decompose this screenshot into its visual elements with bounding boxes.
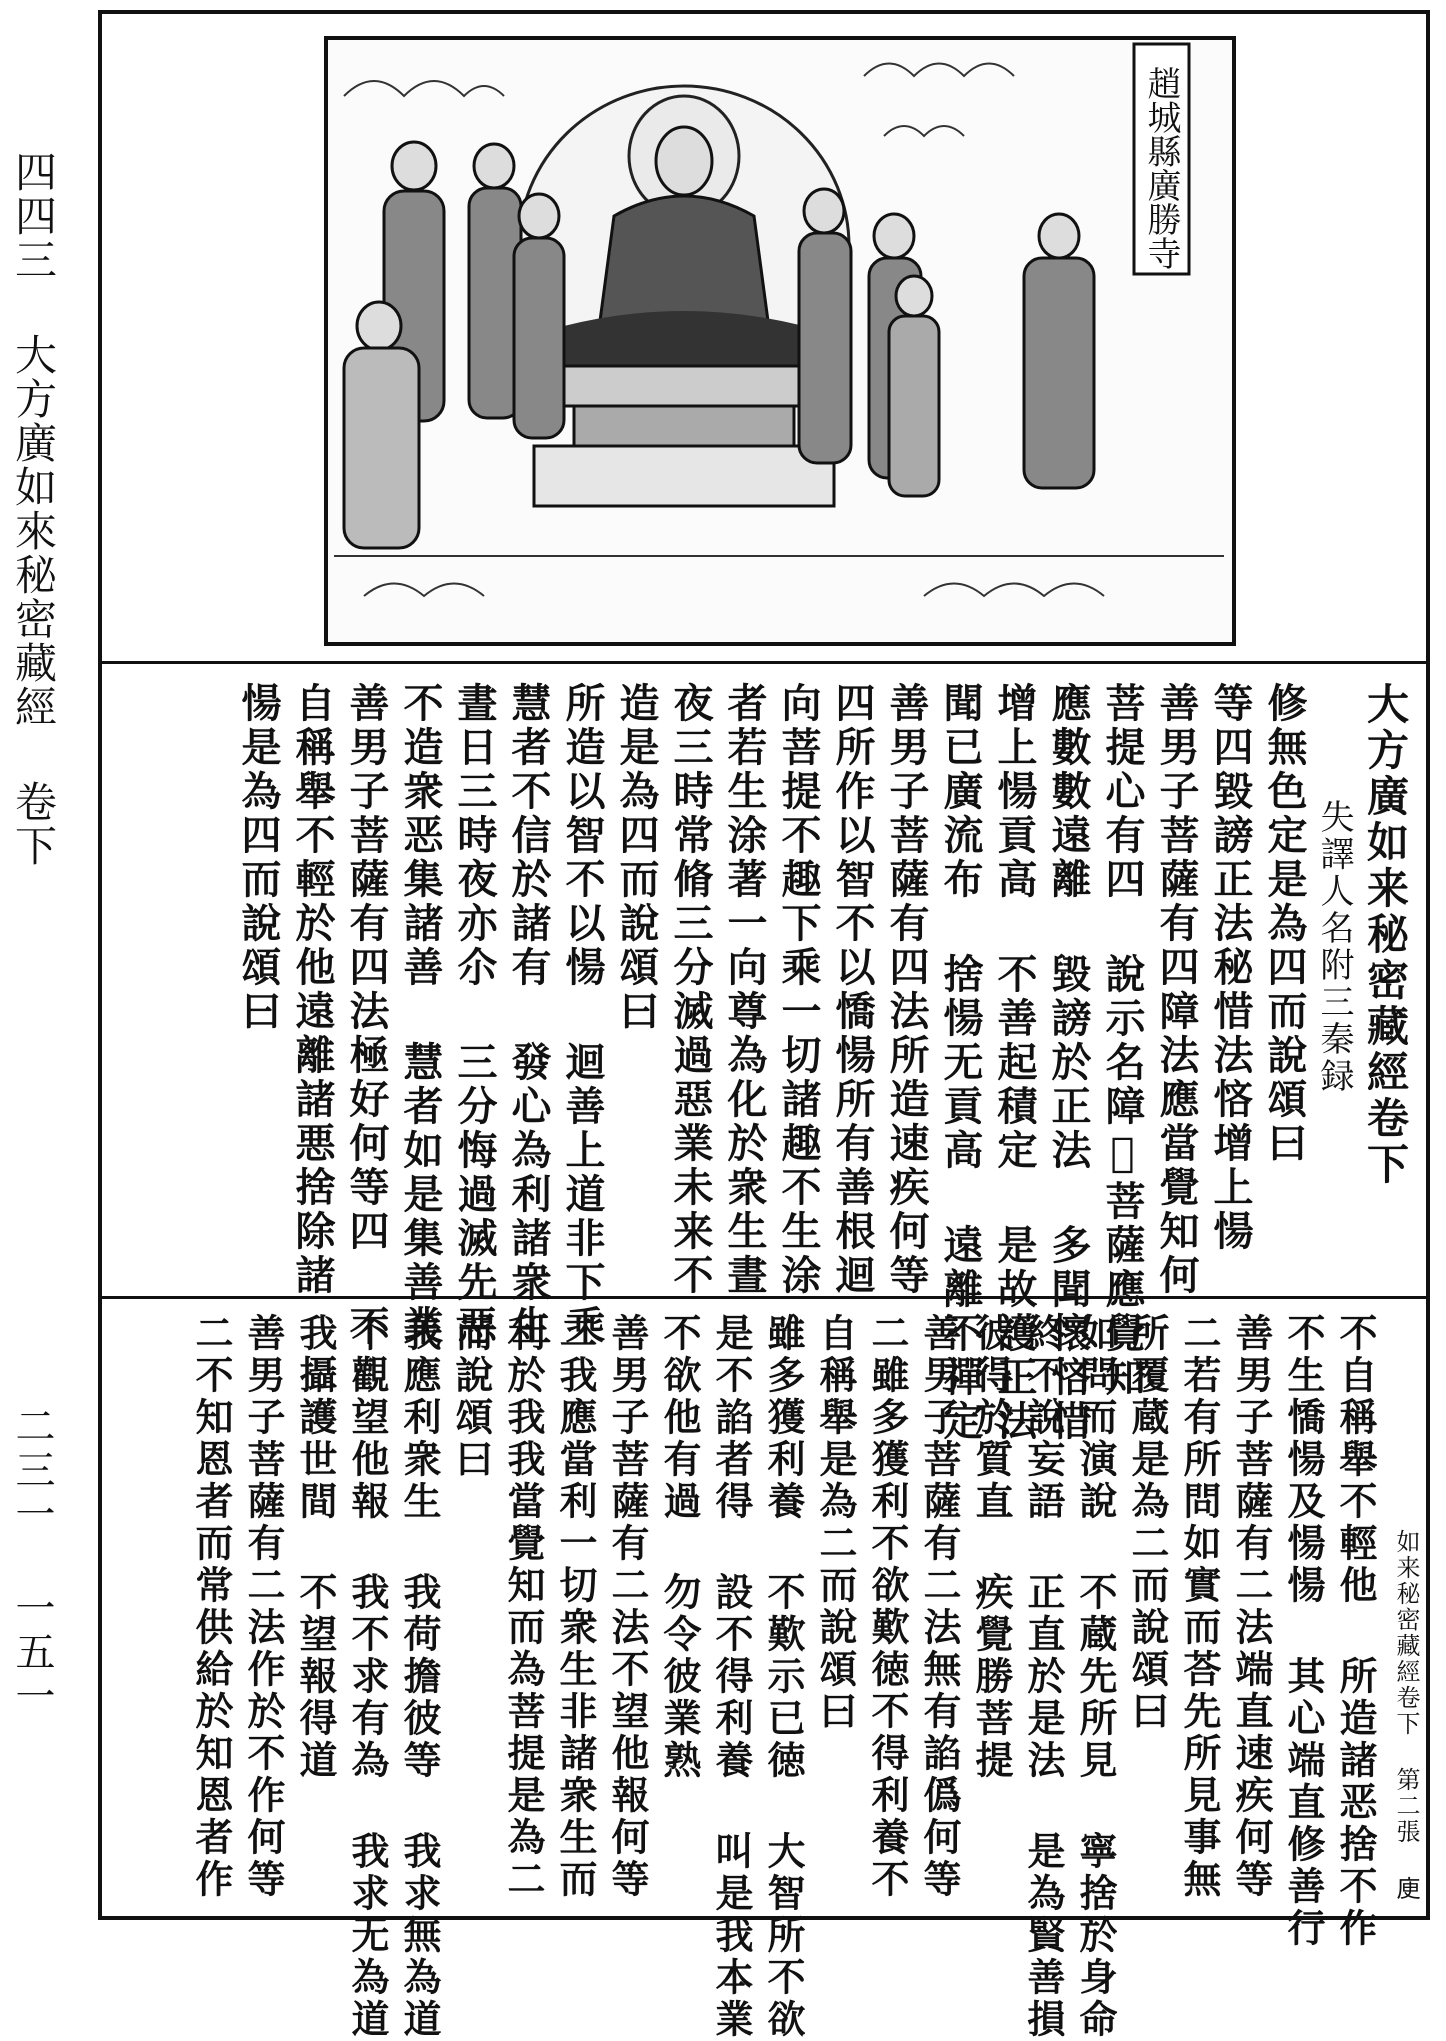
mid-col-14: 所造以智不以愓 迴善上道非下乘 bbox=[559, 682, 606, 1349]
bot-col-3: 善男子菩薩有二法端直速疾何等 bbox=[1229, 1313, 1274, 1901]
bot-col-7: 終不說妄語 正直於是法 是為賢善損 bbox=[1021, 1313, 1066, 2041]
mid-col-19: 自稱舉不輕於他遠離諸悪捨除諸 bbox=[289, 682, 336, 1298]
bot-col-15: 善男子菩薩有二法不望他報何等 bbox=[605, 1313, 650, 1901]
bot-col-16: 二我應當利一切衆生非諸衆生而 bbox=[553, 1313, 598, 1901]
illustration-panel bbox=[102, 14, 1426, 664]
mid-col-8: 善男子菩薩有四法所造速疾何等 bbox=[883, 682, 930, 1298]
mid-col-1: 修無色定是為四而說頌曰 bbox=[1261, 682, 1308, 1166]
page-frame bbox=[98, 10, 1430, 2041]
marginal-note: 如来秘密藏經卷下 第二張 𢈔 bbox=[1392, 1529, 1420, 1901]
mid-col-7: 聞已廣流布 捨愓无貢高 遠離不禪定 bbox=[937, 682, 984, 1444]
bot-col-1: 不自稱舉不輕他 所造諸恶捨不作 bbox=[1333, 1313, 1378, 1950]
bot-col-20: 不觀望他報 我不求有為 我求无為道 bbox=[345, 1313, 390, 2041]
bottom-text-panel bbox=[102, 1299, 1426, 2041]
bot-col-8: 彼得於質直 疾覺勝菩提 bbox=[969, 1313, 1014, 1782]
bot-col-22: 善男子菩薩有二法作於不作何等 bbox=[241, 1313, 286, 1901]
bot-col-6: 如問而演說 不蔵先所見 寧捨於身命 bbox=[1073, 1313, 1118, 2041]
bot-col-2: 不生憍愓及愓愓 其心端直修善行 bbox=[1281, 1313, 1326, 1950]
bot-col-10: 二雖多獲利不欲歎徳不得利養不 bbox=[865, 1313, 910, 1901]
mid-col-20: 愓是為四而說頌曰 bbox=[235, 682, 282, 1034]
mid-col-4: 菩提心有四 說示名障𡚖菩薩應覺知 bbox=[1099, 682, 1146, 1400]
bot-col-13: 是不諂者得 設不得利養 叫是我本業 bbox=[709, 1313, 754, 2041]
mid-col-5: 應數數遠離 毀謗於正法 多聞懷悋惜 bbox=[1045, 682, 1092, 1444]
mid-col-12: 夜三時常脩三分滅過惡業未来不 bbox=[667, 682, 714, 1298]
bot-col-4: 二若有所問如實而荅先所見事無 bbox=[1177, 1313, 1222, 1901]
mid-col-2: 等四毀謗正法秘惜法悋增上愓 bbox=[1207, 682, 1254, 1254]
mid-col-11: 者若生涂著一向尊為化於衆生晝 bbox=[721, 682, 768, 1298]
mid-col-18: 善男子菩薩有四法極好何等四 不 bbox=[343, 682, 390, 1349]
illustration-inscription: 趙城縣廣勝寺 bbox=[1141, 66, 1181, 270]
bot-col-14: 不欲他有過 勿令彼業熟 bbox=[657, 1313, 702, 1782]
translator-line: 失譯人名附三秦録 bbox=[1314, 799, 1354, 1095]
bot-col-12: 雖多獲利養 不歎示已徳 大智所不欲 bbox=[761, 1313, 806, 2041]
mid-col-6: 增上愓貢高 不善起積定 是故護正法 bbox=[991, 682, 1038, 1444]
margin-page-number: 二三一 一五一 bbox=[9, 1405, 55, 1719]
mid-col-9: 四所作以智不以憍愓所有善根迴 bbox=[829, 682, 876, 1298]
mid-col-3: 善男子菩薩有四障法應當覺知何 bbox=[1153, 682, 1200, 1298]
bot-col-18: 而說頌曰 bbox=[449, 1313, 494, 1481]
mid-col-13: 造是為四而說頌曰 bbox=[613, 682, 660, 1034]
bot-col-9: 善男子菩薩有二法無有諂僞何等 bbox=[917, 1313, 962, 1901]
bot-col-23: 二不知恩者而常供給於知恩者作 bbox=[189, 1313, 234, 1901]
bot-col-19: 我應利衆生 我荷擔彼等 我求無為道 bbox=[397, 1313, 442, 2041]
left-margin bbox=[0, 0, 70, 1938]
middle-text-panel bbox=[102, 664, 1426, 1444]
mid-col-16: 晝日三時夜亦尒 三分悔過滅先惡 bbox=[451, 682, 498, 1349]
mid-col-15: 慧者不信於諸有 發心為利諸衆生 bbox=[505, 682, 552, 1349]
buddha-preaching-woodcut-image bbox=[324, 36, 1236, 646]
bot-col-21: 我攝護世間 不望報得道 bbox=[293, 1313, 338, 1782]
sutra-title: 大方廣如来秘密藏經卷下 bbox=[1361, 682, 1410, 1188]
mid-col-10: 向菩提不趣下乘一切諸趣不生涂 bbox=[775, 682, 822, 1298]
bot-col-5: 所覆蔵是為二而說頌曰 bbox=[1125, 1313, 1170, 1733]
bot-col-17: 利於我我當覺知而為菩提是為二 bbox=[501, 1313, 546, 1901]
margin-title: 四四三 大方廣如來秘密藏經 卷下 bbox=[9, 150, 58, 868]
bot-col-11: 自稱舉是為二而說頌曰 bbox=[813, 1313, 858, 1733]
mid-col-17: 不造衆恶集諸善 慧者如是集善業 bbox=[397, 682, 444, 1349]
